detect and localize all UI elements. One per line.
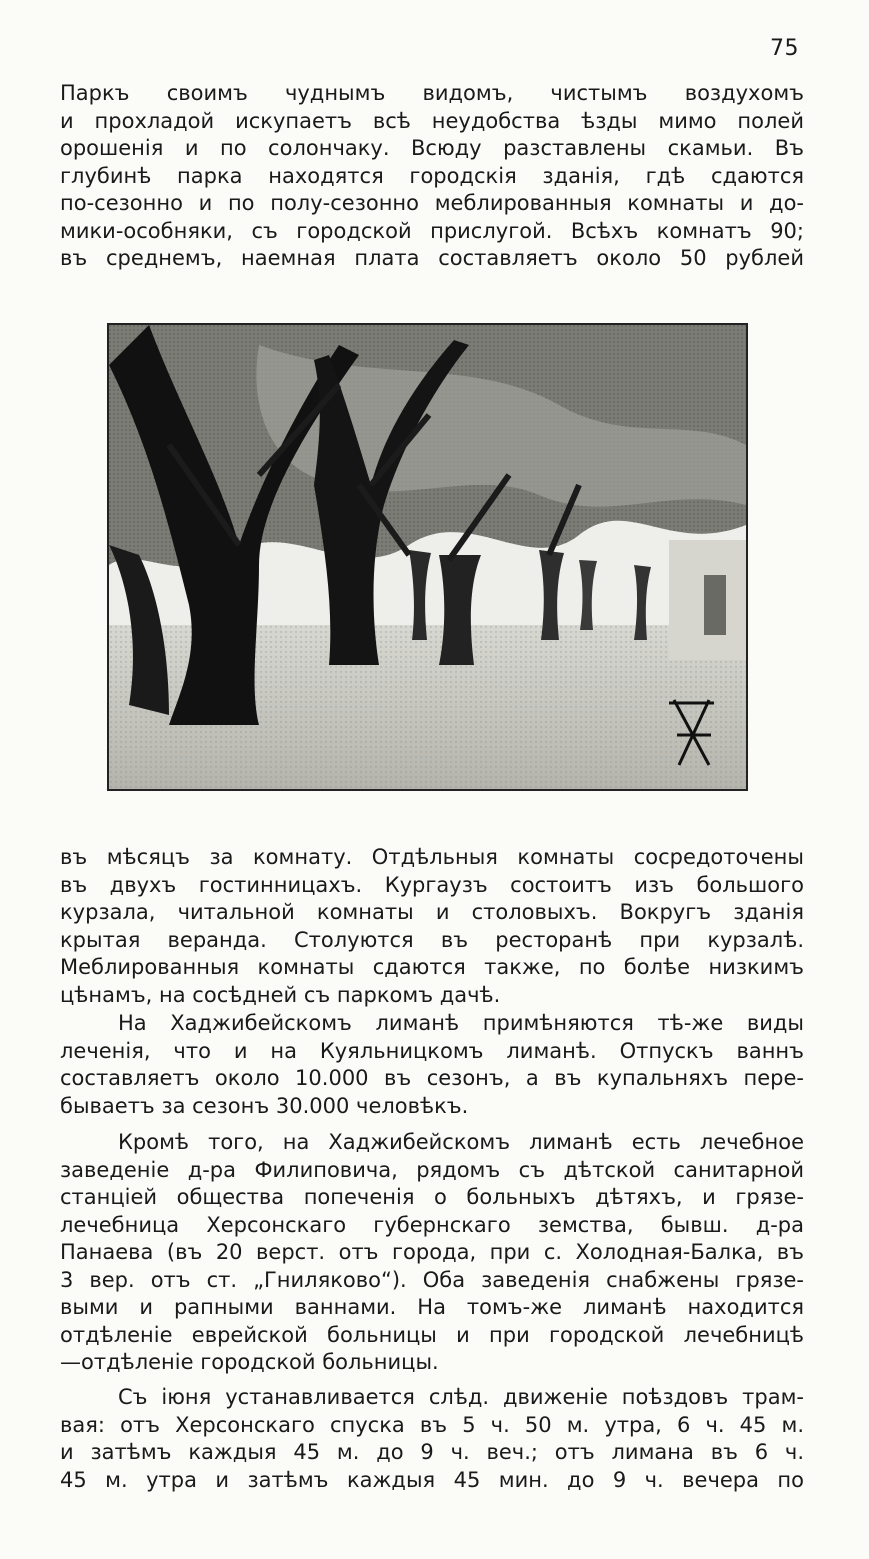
text-line: составляетъ около 10.000 въ сезонъ, а въ купальняхъ пере- (60, 1066, 804, 1090)
paragraph-tram-schedule (60, 1384, 804, 1494)
text-line: станціей общества попеченія о больныхъ дѣтяхъ, и грязе- (60, 1185, 804, 1209)
text-line: вая: отъ Херсонскаго спуска въ 5 ч. 50 м. утра, 6 ч. 45 м. (60, 1412, 804, 1437)
page-number: 75 (770, 36, 799, 61)
text-line: Съ іюня устанавливается слѣд. движеніе поѣздовъ трам- (118, 1385, 804, 1409)
paragraph-treatment (60, 1010, 804, 1120)
text-line: глубинѣ парка находятся городскія зданія, гдѣ сдаются (60, 163, 804, 188)
text-line: Панаева (въ 20 верст. отъ города, при с. Холодная-Балка, въ (60, 1240, 804, 1264)
text-line: бываетъ за сезонъ 30.000 человѣкъ. (60, 1093, 469, 1118)
text-line: Паркъ своимъ чуднымъ видомъ, чистымъ воздухомъ (60, 81, 804, 105)
paragraph-rooms (60, 844, 804, 1009)
text-line: по-сезонно и по полу-сезонно меблированныя комнаты и до- (60, 191, 804, 215)
text-line: лечебница Херсонскаго губернскаго земства, бывш. д-ра (60, 1212, 804, 1237)
text-line: мики-особняки, съ городской прислугой. Всѣхъ комнатъ 90; (60, 218, 804, 243)
park-trees-illustration (109, 325, 746, 789)
text-line: крытая веранда. Столуются въ ресторанѣ при курзалѣ. (60, 927, 804, 952)
text-line: леченія, что и на Куяльницкомъ лиманѣ. Отпускъ ваннъ (60, 1038, 804, 1063)
text-line: отдѣленіе еврейской больницы и при городской лечебницѣ (60, 1322, 804, 1347)
text-line: На Хаджибейскомъ лиманѣ примѣняются тѣ-же виды (118, 1011, 804, 1035)
paragraph-institutions (60, 1129, 804, 1377)
text-line: —отдѣленіе городской больницы. (60, 1350, 439, 1374)
text-line: Кромѣ того, на Хаджибейскомъ лиманѣ есть лечебное (118, 1130, 804, 1154)
text-line: заведеніе д-ра Филиповича, рядомъ съ дѣтской санитарной (60, 1157, 804, 1182)
text-line: и затѣмъ каждыя 45 м. до 9 ч. веч.; отъ лимана въ 6 ч. (60, 1440, 804, 1464)
park-photograph (107, 323, 748, 791)
text-line: въ мѣсяцъ за комнату. Отдѣльныя комнаты сосредоточены (60, 845, 804, 869)
text-line: 3 вер. отъ ст. „Гниляково“). Оба заведенія снабжены грязе- (60, 1267, 804, 1292)
text-line: 45 м. утра и затѣмъ каждыя 45 мин. до 9 ч. вечера по (60, 1467, 804, 1492)
text-line: въ среднемъ, наемная плата составляетъ около 50 рублей (60, 246, 804, 270)
text-line: цѣнамъ, на сосѣдней съ паркомъ дачѣ. (60, 982, 501, 1007)
paragraph-park-description (60, 80, 804, 273)
text-line: выми и рапными ваннами. На томъ-же лиманѣ находится (60, 1295, 804, 1319)
text-line: въ двухъ гостинницахъ. Кургаузъ состоитъ изъ большого (60, 872, 804, 897)
text-line: и прохладой искупаетъ всѣ неудобства ѣзды мимо полей (60, 108, 804, 133)
text-line: орошенія и по солончаку. Всюду разставлены скамьи. Въ (60, 136, 804, 160)
text-line: Меблированныя комнаты сдаются также, по болѣе низкимъ (60, 955, 804, 979)
text-line: курзала, читальной комнаты и столовыхъ. Вокругъ зданія (60, 900, 804, 924)
